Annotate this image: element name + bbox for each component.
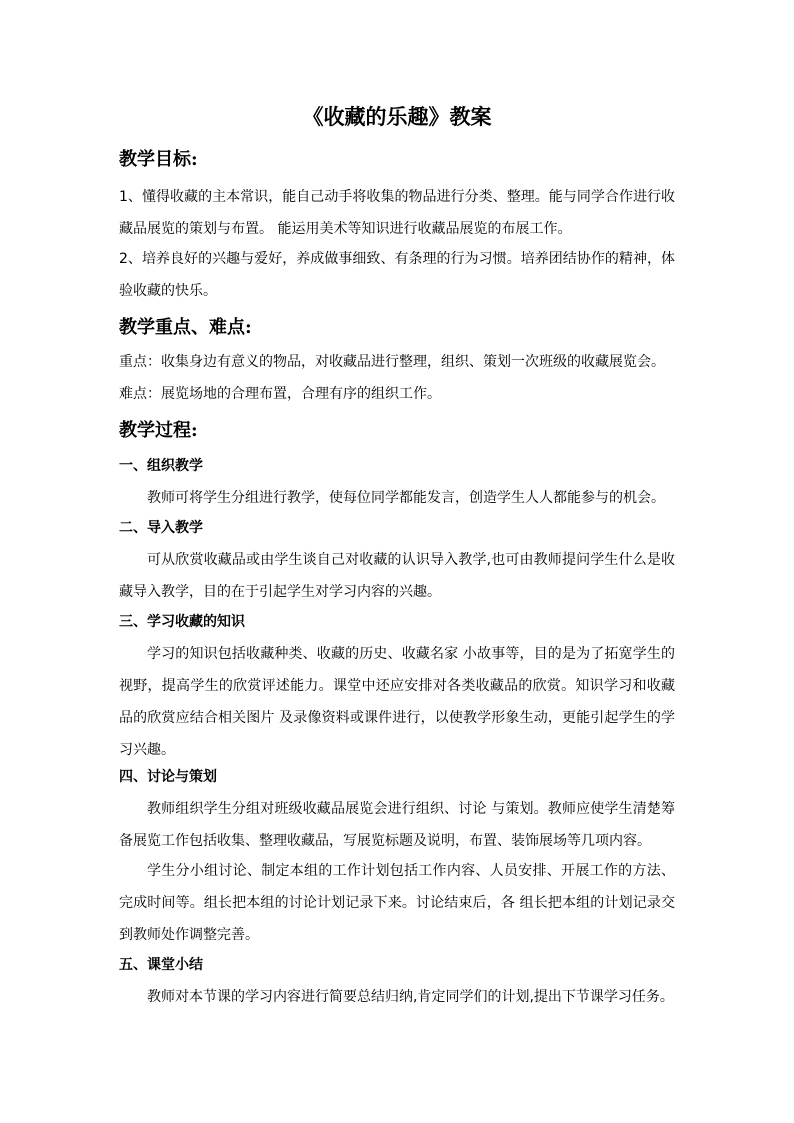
objective-item-1: 1、懂得收藏的主本常识，能自己动手将收集的物品进行分类、整理。能与同学合作进行收藏品展览的策划与布置。 能运用美术等知识进行收藏品展览的布展工作。	[119, 189, 675, 237]
process-heading: 教学过程:	[119, 420, 198, 441]
section-3-paragraph: 学习的知识包括收藏种类、收藏的历史、收藏名家 小故事等，目的是为了拓宽学生的视野，提高学生的欣赏评述能力。课堂中还应安排对各类收藏品的欣赏。知识学习和收藏品的欣赏应结合相关图片 及录像资料或课件进行，以使教学形象生动，更能引起学生的学习兴趣。	[119, 646, 675, 758]
objective-item-2: 2、培养良好的兴趣与爱好，养成做事细致、有条理的行为习惯。培养团结协作的精神，体验收藏的快乐。	[119, 251, 675, 299]
objectives-heading: 教学目标:	[119, 149, 198, 170]
section-4-paragraph-1: 教师组织学生分组对班级收藏品展览会进行组织、讨论 与策划。教师应使学生清楚筹备展览工作包括收集、整理收藏品，写展览标题及说明，布置、装饰展场等几项内容。	[119, 801, 675, 849]
section-5-title: 五、课堂小结	[119, 957, 203, 973]
key-point-text: 重点：收集身边有意义的物品，对收藏品进行整理，组织、策划一次班级的收藏展览会。	[119, 354, 665, 370]
section-1-paragraph: 教师可将学生分组进行教学，使每位同学都能发言，创造学生人人都能参与的机会。	[147, 490, 665, 506]
key-points-heading: 教学重点、难点:	[119, 317, 252, 338]
section-5-paragraph: 教师对本节课的学习内容进行简要总结归纳,肯定同学们的计划,提出下节课学习任务。	[147, 989, 674, 1005]
section-4-paragraph-2: 学生分小组讨论、制定本组的工作计划包括工作内容、人员安排、开展工作的方法、完成时间等。组长把本组的讨论计划记录下来。讨论结束后，各 组长把本组的计划记录交到教师处作调整完善。	[119, 863, 675, 943]
section-3-title: 三、学习收藏的知识	[119, 614, 245, 630]
section-2-paragraph: 可从欣赏收藏品或由学生谈自己对收藏的认识导入教学,也可由教师提问学生什么是收藏导入教学，目的在于引起学生对学习内容的兴趣。	[119, 552, 675, 600]
difficulty-text: 难点：展览场地的合理布置，合理有序的组织工作。	[119, 386, 441, 402]
section-1-title: 一、组织教学	[119, 458, 203, 474]
section-2-title: 二、导入教学	[119, 520, 203, 536]
section-4-title: 四、讨论与策划	[119, 769, 217, 785]
document-title: 《收藏的乐趣》教案	[302, 104, 492, 129]
